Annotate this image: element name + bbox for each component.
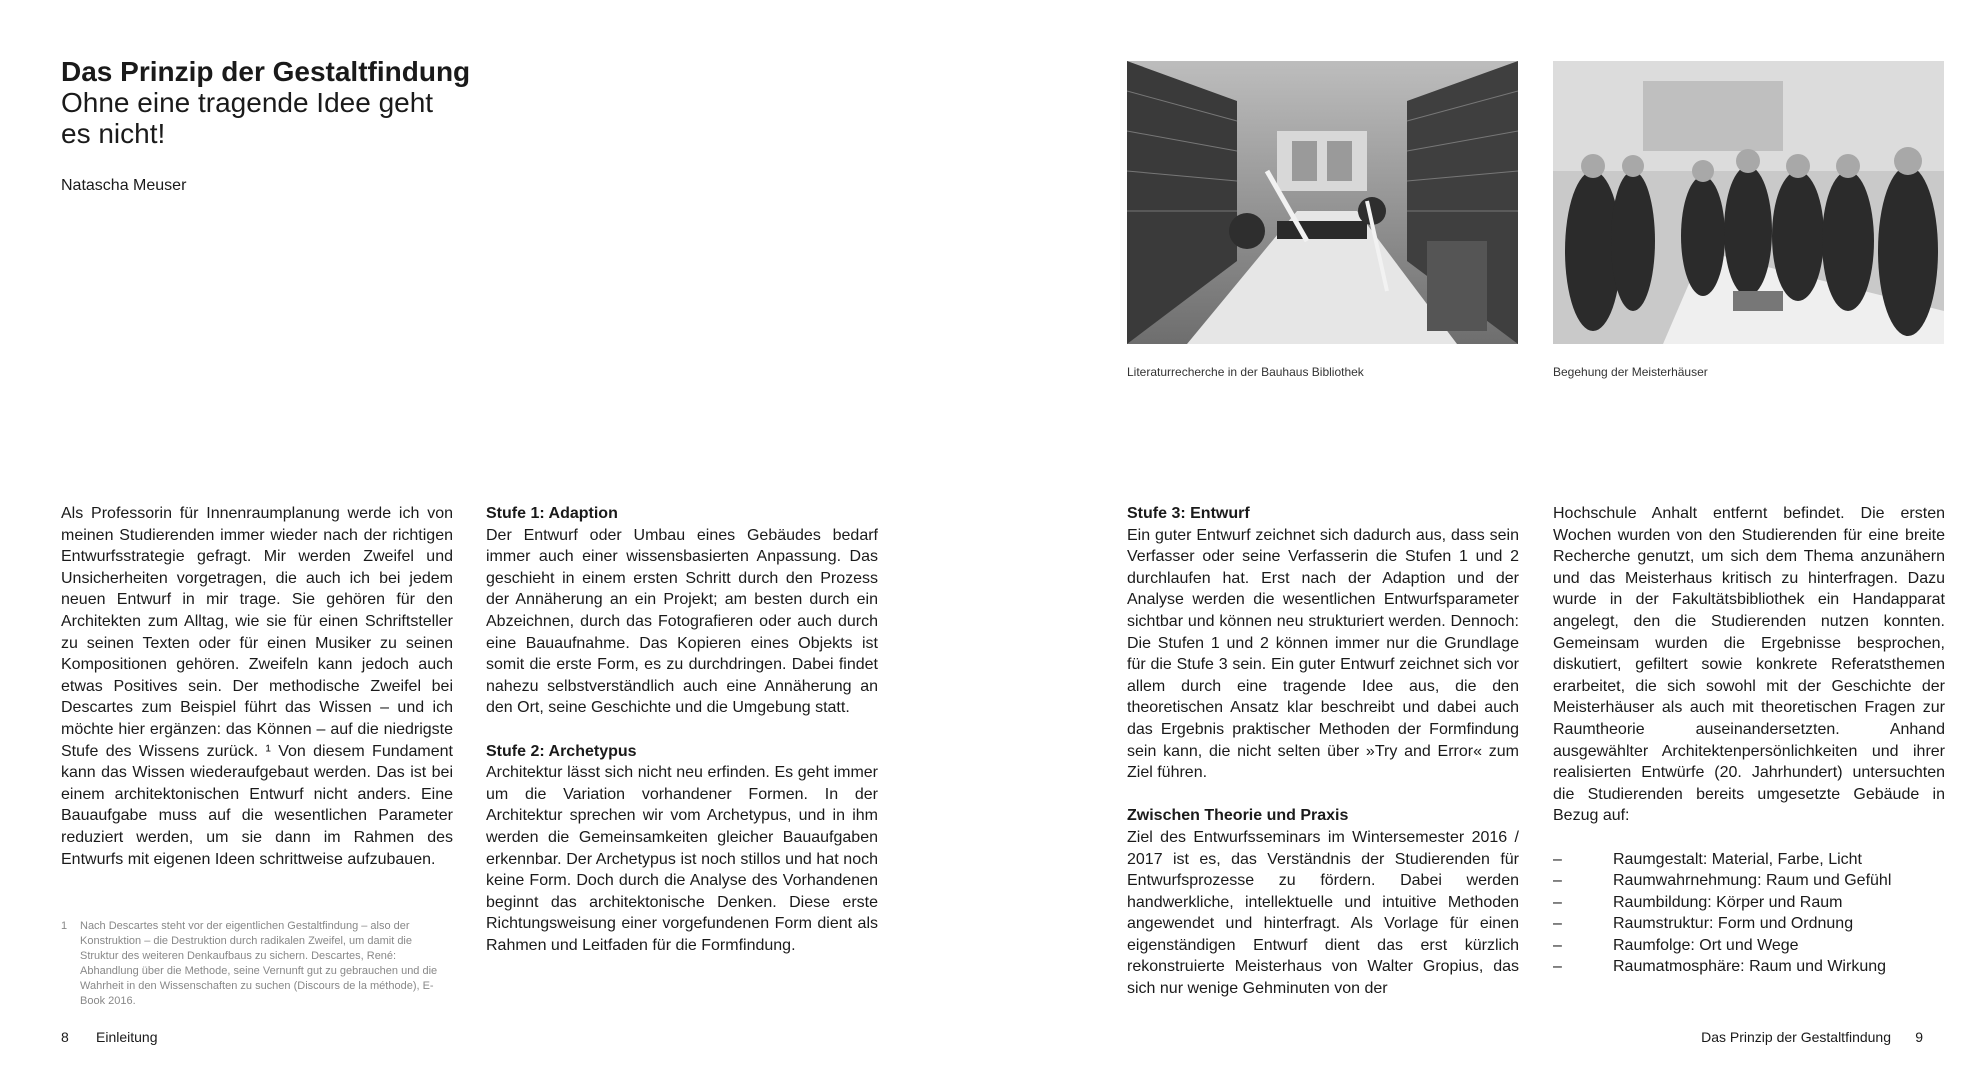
- footnote-text: Nach Descartes steht vor der eigentlichen Gestaltfindung – also der Konstruktion – die Destruktion durch radikalen Zweifel, um damit die Struktur des weiteren Denkaufbaus zu sichern. Descartes, René: Abhandlung über die Methode, seine Vernunft gut zu gebrauchen und die Wahrheit in den Wissenschaften zu suchen (Discours de la méthode), E-Book 2016.: [80, 920, 438, 1007]
- stage-column-1: [486, 503, 878, 956]
- section-label-right: Das Prinzip der Gestaltfindung: [1701, 1029, 1891, 1045]
- library-photo: [1127, 61, 1518, 344]
- section-label-left: Einleitung: [96, 1029, 158, 1045]
- list-item: – Raumatmosphäre: Raum und Wirkung: [1553, 958, 1887, 976]
- page-number-left: 8: [61, 1029, 69, 1045]
- footnote: [61, 919, 453, 1009]
- author-name: Natascha Meuser: [61, 177, 187, 194]
- heading-archetypus: Stufe 2: Archetypus: [486, 742, 637, 760]
- paragraph-entwurf: Ein guter Entwurf zeichnet sich dadurch aus, dass sein Verfasser oder seine Verfasserin die Stufen 1 und 2 durchlaufen hat. Erst nach der Adaption und der Analyse werden die wesentlichen Entwurfsparameter sichtbar und können neu strukturiert werden. Dennoch: Die Stufen 1 und 2 können immer nur die Grundlage für die Stufe 3 sein. Ein guter Entwurf zeichnet sich vor allem durch eine tragende Idee aus, die den theoretischen Ansatz klar beschreibt und dabei auch das Ergebnis praktischer Methoden der Formfindung sein kann, die nicht selten über »Try and Error« zum Ziel führen.: [1127, 526, 1519, 782]
- heading-entwurf: Stufe 3: Entwurf: [1127, 505, 1250, 522]
- list-item: – Raumgestalt: Material, Farbe, Licht: [1553, 850, 1862, 868]
- page-subtitle: Ohne eine tragende Idee geht es nicht!: [61, 87, 434, 149]
- paragraph-adaption: Der Entwurf oder Umbau eines Gebäudes bedarf immer auch einer wissensbasierten Anpassung. Das geschieht in einem ersten Schritt durch den Prozess der Annäherung an ein Projekt; am besten durch ein Abzeichnen, durch das Fotografieren oder auch durch eine Bauaufnahme. Das Kopieren eines Objekts ist somit die erste Form, es zu durchdringen. Dabei findet nahezu selbstverständlich auch eine Annäherung an den Ort, seine Geschichte und die Umgebung statt.: [486, 526, 878, 717]
- paragraph-continuation: Hochschule Anhalt entfernt befindet. Die ersten Wochen wurden von den Studierenden für eine breite Recherche genutzt, um sich dem Thema anzunähern und das Meisterhaus kritisch zu hinterfragen. Dazu wurde in der Fakultätsbibliothek ein Handapparat angelegt, den die Studierenden nutzen konnten. Gemeinsam wurden die Ergebnisse besprochen, diskutiert, gefiltert sowie konkrete Referatsthemen erarbeitet, die sich sowohl mit der Geschichte der Meisterhäuser als auch mit theoretischen Fragen zur Raumtheorie auseinandersetzten. Anhand ausgewählter Architektenpersönlichkeiten und ihrer realisierten Entwürfe (20. Jahrhundert) untersuchten die Studierenden bereits umgesetzte Gebäude in Bezug auf:: [1553, 505, 1945, 825]
- heading-adaption: Stufe 1: Adaption: [486, 505, 618, 522]
- intro-column: [61, 503, 453, 870]
- intro-paragraph: Als Professorin für Innenraumplanung werde ich von meinen Studierenden immer wieder nach der richtigen Entwurfsstrategie gefragt. Mir werden Zweifel und Unsicherheiten vorgetragen, die auch ich bei jedem neuen Entwurf in mir trage. Sie gehören für den Architekten zum Alltag, wie sie für einen Schriftsteller zu seinen Texten oder für einen Musiker zu seinen Kompositionen gehören. Zweifeln kann jedoch auch etwas Positives sein. Der methodische Zweifel bei Descartes zum Beispiel führt das Wissen – und ich möchte hier ergänzen: das Können – auf die niedrigste Stufe des Wissens zurück. ¹ Von diesem Fundament kann das Wissen wiederaufgebaut werden. Das ist bei einem architektonischen Entwurf nicht anders. Eine Bauaufgabe muss auf die wesentlichen Parameter reduziert werden, um sie dann im Rahmen des Entwurfs mit eigenen Ideen schrittweise aufzubauen.: [61, 505, 453, 868]
- photo-caption-library: Literaturrecherche in der Bauhaus Bibliothek: [1127, 365, 1364, 379]
- topic-list: [1553, 849, 1945, 979]
- page-number-right: 9: [1915, 1029, 1923, 1045]
- list-item: – Raumwahrnehmung: Raum und Gefühl: [1553, 872, 1892, 890]
- list-item: – Raumbildung: Körper und Raum: [1553, 893, 1843, 911]
- footnote-number: 1: [61, 920, 68, 932]
- list-item: – Raumfolge: Ort und Wege: [1553, 936, 1799, 954]
- group-visit-photo: [1553, 61, 1944, 344]
- heading-theorie-praxis: Zwischen Theorie und Praxis: [1127, 807, 1349, 825]
- paragraph-archetypus: Architektur lässt sich nicht neu erfinden. Es geht immer um die Variation vorhandener Formen. In der Architektur sprechen wir vom Archetypus, und in ihm werden die Gemeinsamkeiten gleicher Bauaufgaben erkennbar. Der Archetypus ist noch stillos und hat noch keine Form. Doch durch die Analyse des Vorhandenen beginnt das architektonische Denken. Diese erste Richtungsweisung einer vorgefundenen Form dient als Rahmen und Leitfaden für die Formfindung.: [486, 764, 878, 954]
- paragraph-theorie-praxis: Ziel des Entwurfsseminars im Wintersemester 2016 / 2017 ist es, das Verständnis der Studierenden für Entwurfsprozesse zu fördern. Dabei werden handwerkliche, intellektuelle und intuitive Methoden angewendet und hinterfragt. Als Vorlage für einen eigenständigen Entwurf dient das erst kürzlich rekonstruierte Meisterhaus von Walter Gropius, das sich nur wenige Gehminuten von der: [1127, 828, 1519, 998]
- stage-column-2: [1127, 503, 1519, 1000]
- list-item: – Raumstruktur: Form und Ordnung: [1553, 915, 1854, 933]
- continuation-column: [1553, 503, 1945, 978]
- page-title: Das Prinzip der Gestaltfindung: [61, 56, 471, 87]
- photo-caption-group: Begehung der Meisterhäuser: [1553, 365, 1708, 379]
